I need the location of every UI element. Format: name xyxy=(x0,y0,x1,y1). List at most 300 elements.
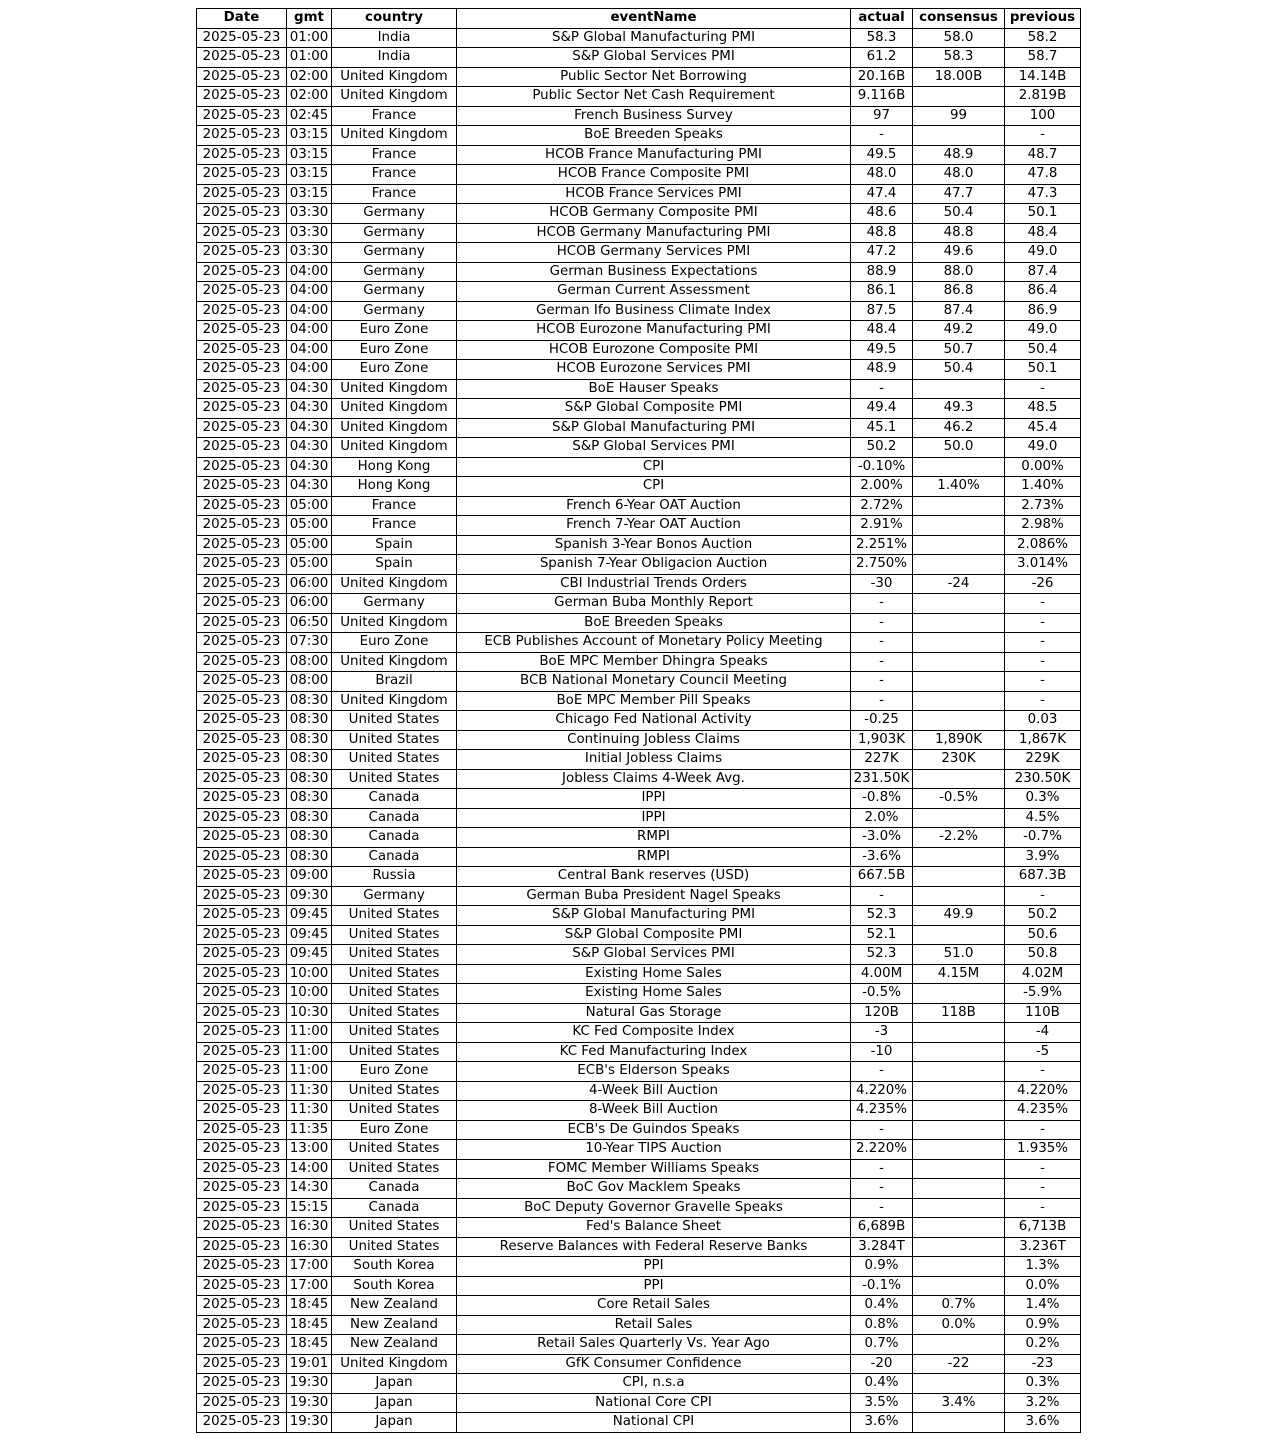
country-cell: Hong Kong xyxy=(332,477,457,497)
gmt-cell: 05:00 xyxy=(287,496,332,516)
event-name-cell: BoE MPC Member Pill Speaks xyxy=(457,691,851,711)
event-name-cell: S&P Global Manufacturing PMI xyxy=(457,906,851,926)
gmt-cell: 10:00 xyxy=(287,984,332,1004)
consensus-cell: 18.00B xyxy=(913,67,1005,87)
date-cell: 2025-05-23 xyxy=(197,964,287,984)
event-name-cell: GfK Consumer Confidence xyxy=(457,1354,851,1374)
country-cell: Germany xyxy=(332,243,457,263)
date-cell: 2025-05-23 xyxy=(197,769,287,789)
actual-cell: 48.4 xyxy=(851,321,913,341)
date-cell: 2025-05-23 xyxy=(197,1315,287,1335)
event-name-cell: ECB's De Guindos Speaks xyxy=(457,1120,851,1140)
gmt-cell: 06:50 xyxy=(287,613,332,633)
previous-cell: 0.3% xyxy=(1005,1374,1081,1394)
date-cell: 2025-05-23 xyxy=(197,1335,287,1355)
economic-calendar-table-container xyxy=(196,8,1081,1433)
country-cell: United Kingdom xyxy=(332,67,457,87)
actual-cell: 0.7% xyxy=(851,1335,913,1355)
gmt-cell: 04:00 xyxy=(287,262,332,282)
previous-cell: 100 xyxy=(1005,106,1081,126)
date-cell: 2025-05-23 xyxy=(197,379,287,399)
actual-cell: -3.6% xyxy=(851,847,913,867)
gmt-cell: 11:35 xyxy=(287,1120,332,1140)
event-name-cell: Public Sector Net Cash Requirement xyxy=(457,87,851,107)
event-name-cell: HCOB Germany Services PMI xyxy=(457,243,851,263)
previous-cell: - xyxy=(1005,1120,1081,1140)
gmt-cell: 15:15 xyxy=(287,1198,332,1218)
previous-cell: 1.4% xyxy=(1005,1296,1081,1316)
event-name-cell: RMPI xyxy=(457,847,851,867)
gmt-cell: 11:30 xyxy=(287,1101,332,1121)
country-cell: United States xyxy=(332,730,457,750)
gmt-cell: 04:30 xyxy=(287,457,332,477)
date-cell: 2025-05-23 xyxy=(197,886,287,906)
table-row xyxy=(197,867,1081,887)
consensus-cell: 48.9 xyxy=(913,145,1005,165)
event-name-cell: S&P Global Manufacturing PMI xyxy=(457,28,851,48)
column-header-previous: previous xyxy=(1005,9,1081,29)
consensus-cell xyxy=(913,633,1005,653)
consensus-cell xyxy=(913,1218,1005,1238)
gmt-cell: 08:30 xyxy=(287,750,332,770)
previous-cell: - xyxy=(1005,379,1081,399)
country-cell: Russia xyxy=(332,867,457,887)
event-name-cell: PPI xyxy=(457,1276,851,1296)
previous-cell: 1.935% xyxy=(1005,1140,1081,1160)
date-cell: 2025-05-23 xyxy=(197,1120,287,1140)
table-row xyxy=(197,730,1081,750)
table-row xyxy=(197,418,1081,438)
table-body xyxy=(197,28,1081,1432)
consensus-cell xyxy=(913,1276,1005,1296)
gmt-cell: 08:00 xyxy=(287,652,332,672)
consensus-cell xyxy=(913,1159,1005,1179)
consensus-cell xyxy=(913,1062,1005,1082)
table-row xyxy=(197,945,1081,965)
table-row xyxy=(197,964,1081,984)
country-cell: Euro Zone xyxy=(332,340,457,360)
date-cell: 2025-05-23 xyxy=(197,1393,287,1413)
country-cell: Canada xyxy=(332,828,457,848)
date-cell: 2025-05-23 xyxy=(197,1101,287,1121)
event-name-cell: HCOB France Manufacturing PMI xyxy=(457,145,851,165)
previous-cell: - xyxy=(1005,126,1081,146)
previous-cell: 0.03 xyxy=(1005,711,1081,731)
previous-cell: 687.3B xyxy=(1005,867,1081,887)
previous-cell: -5 xyxy=(1005,1042,1081,1062)
country-cell: Canada xyxy=(332,789,457,809)
event-name-cell: Fed's Balance Sheet xyxy=(457,1218,851,1238)
table-row xyxy=(197,184,1081,204)
table-row xyxy=(197,594,1081,614)
country-cell: France xyxy=(332,516,457,536)
country-cell: Germany xyxy=(332,594,457,614)
consensus-cell xyxy=(913,1374,1005,1394)
consensus-cell xyxy=(913,1042,1005,1062)
event-name-cell: BoC Deputy Governor Gravelle Speaks xyxy=(457,1198,851,1218)
date-cell: 2025-05-23 xyxy=(197,789,287,809)
gmt-cell: 04:30 xyxy=(287,438,332,458)
consensus-cell xyxy=(913,711,1005,731)
gmt-cell: 03:30 xyxy=(287,243,332,263)
actual-cell: 48.0 xyxy=(851,165,913,185)
previous-cell: 14.14B xyxy=(1005,67,1081,87)
table-row xyxy=(197,379,1081,399)
country-cell: United Kingdom xyxy=(332,438,457,458)
gmt-cell: 04:30 xyxy=(287,418,332,438)
consensus-cell: 48.0 xyxy=(913,165,1005,185)
actual-cell: - xyxy=(851,379,913,399)
column-header-country: country xyxy=(332,9,457,29)
consensus-cell: 4.15M xyxy=(913,964,1005,984)
date-cell: 2025-05-23 xyxy=(197,1237,287,1257)
consensus-cell xyxy=(913,555,1005,575)
event-name-cell: Public Sector Net Borrowing xyxy=(457,67,851,87)
table-row xyxy=(197,1159,1081,1179)
date-cell: 2025-05-23 xyxy=(197,184,287,204)
actual-cell: 6,689B xyxy=(851,1218,913,1238)
consensus-cell xyxy=(913,379,1005,399)
actual-cell: 2.220% xyxy=(851,1140,913,1160)
date-cell: 2025-05-23 xyxy=(197,1296,287,1316)
event-name-cell: German Buba Monthly Report xyxy=(457,594,851,614)
consensus-cell: 118B xyxy=(913,1003,1005,1023)
consensus-cell: 50.4 xyxy=(913,204,1005,224)
previous-cell: 3.2% xyxy=(1005,1393,1081,1413)
table-row xyxy=(197,750,1081,770)
country-cell: United States xyxy=(332,1042,457,1062)
table-row xyxy=(197,1101,1081,1121)
gmt-cell: 04:00 xyxy=(287,301,332,321)
gmt-cell: 11:30 xyxy=(287,1081,332,1101)
table-row xyxy=(197,886,1081,906)
actual-cell: 45.1 xyxy=(851,418,913,438)
country-cell: Hong Kong xyxy=(332,457,457,477)
gmt-cell: 03:15 xyxy=(287,145,332,165)
country-cell: United States xyxy=(332,984,457,1004)
table-row xyxy=(197,145,1081,165)
actual-cell: 0.4% xyxy=(851,1296,913,1316)
actual-cell: 61.2 xyxy=(851,48,913,68)
previous-cell: -26 xyxy=(1005,574,1081,594)
table-row xyxy=(197,1257,1081,1277)
gmt-cell: 17:00 xyxy=(287,1276,332,1296)
consensus-cell: 1.40% xyxy=(913,477,1005,497)
gmt-cell: 11:00 xyxy=(287,1042,332,1062)
gmt-cell: 05:00 xyxy=(287,535,332,555)
table-row xyxy=(197,808,1081,828)
previous-cell: 50.1 xyxy=(1005,204,1081,224)
consensus-cell xyxy=(913,535,1005,555)
country-cell: United States xyxy=(332,964,457,984)
date-cell: 2025-05-23 xyxy=(197,1218,287,1238)
consensus-cell xyxy=(913,925,1005,945)
consensus-cell: 3.4% xyxy=(913,1393,1005,1413)
event-name-cell: S&P Global Composite PMI xyxy=(457,925,851,945)
consensus-cell xyxy=(913,867,1005,887)
gmt-cell: 09:45 xyxy=(287,945,332,965)
consensus-cell xyxy=(913,1081,1005,1101)
country-cell: India xyxy=(332,28,457,48)
actual-cell: 2.0% xyxy=(851,808,913,828)
actual-cell: 52.3 xyxy=(851,906,913,926)
actual-cell: 97 xyxy=(851,106,913,126)
consensus-cell xyxy=(913,672,1005,692)
actual-cell: 52.3 xyxy=(851,945,913,965)
country-cell: Brazil xyxy=(332,672,457,692)
actual-cell: 52.1 xyxy=(851,925,913,945)
date-cell: 2025-05-23 xyxy=(197,48,287,68)
actual-cell: - xyxy=(851,691,913,711)
previous-cell: - xyxy=(1005,1198,1081,1218)
actual-cell: -0.25 xyxy=(851,711,913,731)
actual-cell: 47.2 xyxy=(851,243,913,263)
gmt-cell: 08:30 xyxy=(287,808,332,828)
consensus-cell: 50.7 xyxy=(913,340,1005,360)
previous-cell: 45.4 xyxy=(1005,418,1081,438)
table-row xyxy=(197,28,1081,48)
event-name-cell: Retail Sales xyxy=(457,1315,851,1335)
previous-cell: 6,713B xyxy=(1005,1218,1081,1238)
country-cell: Germany xyxy=(332,204,457,224)
consensus-cell: -22 xyxy=(913,1354,1005,1374)
actual-cell: - xyxy=(851,633,913,653)
previous-cell: 48.4 xyxy=(1005,223,1081,243)
country-cell: United States xyxy=(332,711,457,731)
consensus-cell xyxy=(913,1335,1005,1355)
table-row xyxy=(197,106,1081,126)
actual-cell: 3.5% xyxy=(851,1393,913,1413)
event-name-cell: FOMC Member Williams Speaks xyxy=(457,1159,851,1179)
actual-cell: -10 xyxy=(851,1042,913,1062)
country-cell: New Zealand xyxy=(332,1315,457,1335)
gmt-cell: 18:45 xyxy=(287,1335,332,1355)
event-name-cell: HCOB Eurozone Services PMI xyxy=(457,360,851,380)
event-name-cell: HCOB Germany Composite PMI xyxy=(457,204,851,224)
actual-cell: - xyxy=(851,672,913,692)
event-name-cell: 10-Year TIPS Auction xyxy=(457,1140,851,1160)
previous-cell: 110B xyxy=(1005,1003,1081,1023)
table-row xyxy=(197,1198,1081,1218)
actual-cell: 3.284T xyxy=(851,1237,913,1257)
table-row xyxy=(197,1023,1081,1043)
date-cell: 2025-05-23 xyxy=(197,223,287,243)
gmt-cell: 07:30 xyxy=(287,633,332,653)
gmt-cell: 03:30 xyxy=(287,223,332,243)
event-name-cell: Existing Home Sales xyxy=(457,964,851,984)
table-row xyxy=(197,847,1081,867)
gmt-cell: 06:00 xyxy=(287,574,332,594)
date-cell: 2025-05-23 xyxy=(197,633,287,653)
date-cell: 2025-05-23 xyxy=(197,1023,287,1043)
table-row xyxy=(197,360,1081,380)
actual-cell: - xyxy=(851,1120,913,1140)
table-row xyxy=(197,1374,1081,1394)
actual-cell: -0.5% xyxy=(851,984,913,1004)
event-name-cell: ECB's Elderson Speaks xyxy=(457,1062,851,1082)
event-name-cell: Jobless Claims 4-Week Avg. xyxy=(457,769,851,789)
date-cell: 2025-05-23 xyxy=(197,204,287,224)
actual-cell: - xyxy=(851,126,913,146)
consensus-cell: 88.0 xyxy=(913,262,1005,282)
date-cell: 2025-05-23 xyxy=(197,165,287,185)
date-cell: 2025-05-23 xyxy=(197,28,287,48)
gmt-cell: 02:00 xyxy=(287,87,332,107)
gmt-cell: 04:00 xyxy=(287,360,332,380)
date-cell: 2025-05-23 xyxy=(197,672,287,692)
actual-cell: - xyxy=(851,594,913,614)
event-name-cell: BoC Gov Macklem Speaks xyxy=(457,1179,851,1199)
gmt-cell: 11:00 xyxy=(287,1062,332,1082)
table-row xyxy=(197,1081,1081,1101)
previous-cell: - xyxy=(1005,652,1081,672)
country-cell: United Kingdom xyxy=(332,574,457,594)
gmt-cell: 09:30 xyxy=(287,886,332,906)
date-cell: 2025-05-23 xyxy=(197,828,287,848)
event-name-cell: BoE MPC Member Dhingra Speaks xyxy=(457,652,851,672)
date-cell: 2025-05-23 xyxy=(197,945,287,965)
previous-cell: - xyxy=(1005,691,1081,711)
country-cell: France xyxy=(332,496,457,516)
date-cell: 2025-05-23 xyxy=(197,808,287,828)
event-name-cell: HCOB Eurozone Manufacturing PMI xyxy=(457,321,851,341)
consensus-cell: 49.2 xyxy=(913,321,1005,341)
country-cell: France xyxy=(332,165,457,185)
previous-cell: 229K xyxy=(1005,750,1081,770)
previous-cell: - xyxy=(1005,672,1081,692)
previous-cell: 49.0 xyxy=(1005,243,1081,263)
country-cell: Euro Zone xyxy=(332,360,457,380)
table-row xyxy=(197,555,1081,575)
actual-cell: 120B xyxy=(851,1003,913,1023)
table-row xyxy=(197,925,1081,945)
event-name-cell: S&P Global Composite PMI xyxy=(457,399,851,419)
consensus-cell xyxy=(913,886,1005,906)
table-row xyxy=(197,1140,1081,1160)
consensus-cell: -2.2% xyxy=(913,828,1005,848)
actual-cell: -0.8% xyxy=(851,789,913,809)
previous-cell: 1.3% xyxy=(1005,1257,1081,1277)
previous-cell: 48.5 xyxy=(1005,399,1081,419)
consensus-cell: 0.7% xyxy=(913,1296,1005,1316)
consensus-cell: 47.7 xyxy=(913,184,1005,204)
date-cell: 2025-05-23 xyxy=(197,1198,287,1218)
gmt-cell: 18:45 xyxy=(287,1296,332,1316)
gmt-cell: 04:30 xyxy=(287,379,332,399)
table-header xyxy=(197,9,1081,29)
consensus-cell xyxy=(913,847,1005,867)
actual-cell: 49.5 xyxy=(851,340,913,360)
header-row xyxy=(197,9,1081,29)
country-cell: Spain xyxy=(332,555,457,575)
consensus-cell: 1,890K xyxy=(913,730,1005,750)
event-name-cell: IPPI xyxy=(457,789,851,809)
date-cell: 2025-05-23 xyxy=(197,360,287,380)
previous-cell: 3.014% xyxy=(1005,555,1081,575)
previous-cell: 2.819B xyxy=(1005,87,1081,107)
table-row xyxy=(197,301,1081,321)
previous-cell: 3.6% xyxy=(1005,1413,1081,1433)
country-cell: Euro Zone xyxy=(332,1062,457,1082)
consensus-cell: -0.5% xyxy=(913,789,1005,809)
previous-cell: 4.5% xyxy=(1005,808,1081,828)
table-row xyxy=(197,1062,1081,1082)
country-cell: United States xyxy=(332,1159,457,1179)
actual-cell: - xyxy=(851,886,913,906)
table-row xyxy=(197,457,1081,477)
event-name-cell: KC Fed Manufacturing Index xyxy=(457,1042,851,1062)
table-row xyxy=(197,828,1081,848)
gmt-cell: 14:30 xyxy=(287,1179,332,1199)
actual-cell: 0.4% xyxy=(851,1374,913,1394)
gmt-cell: 04:30 xyxy=(287,399,332,419)
actual-cell: 1,903K xyxy=(851,730,913,750)
previous-cell: 0.3% xyxy=(1005,789,1081,809)
actual-cell: 48.8 xyxy=(851,223,913,243)
country-cell: Germany xyxy=(332,886,457,906)
previous-cell: 2.98% xyxy=(1005,516,1081,536)
column-header-date: Date xyxy=(197,9,287,29)
date-cell: 2025-05-23 xyxy=(197,574,287,594)
table-row xyxy=(197,126,1081,146)
actual-cell: 3.6% xyxy=(851,1413,913,1433)
gmt-cell: 08:30 xyxy=(287,711,332,731)
actual-cell: -0.1% xyxy=(851,1276,913,1296)
gmt-cell: 10:00 xyxy=(287,964,332,984)
country-cell: United States xyxy=(332,750,457,770)
country-cell: United Kingdom xyxy=(332,126,457,146)
consensus-cell: 58.3 xyxy=(913,48,1005,68)
event-name-cell: Existing Home Sales xyxy=(457,984,851,1004)
previous-cell: 50.1 xyxy=(1005,360,1081,380)
consensus-cell xyxy=(913,87,1005,107)
date-cell: 2025-05-23 xyxy=(197,282,287,302)
country-cell: Spain xyxy=(332,535,457,555)
event-name-cell: Core Retail Sales xyxy=(457,1296,851,1316)
date-cell: 2025-05-23 xyxy=(197,711,287,731)
table-row xyxy=(197,223,1081,243)
country-cell: United States xyxy=(332,1237,457,1257)
table-row xyxy=(197,438,1081,458)
actual-cell: 9.116B xyxy=(851,87,913,107)
actual-cell: 88.9 xyxy=(851,262,913,282)
actual-cell: -3.0% xyxy=(851,828,913,848)
date-cell: 2025-05-23 xyxy=(197,847,287,867)
actual-cell: - xyxy=(851,613,913,633)
gmt-cell: 18:45 xyxy=(287,1315,332,1335)
country-cell: United Kingdom xyxy=(332,652,457,672)
previous-cell: 48.7 xyxy=(1005,145,1081,165)
actual-cell: 49.5 xyxy=(851,145,913,165)
gmt-cell: 13:00 xyxy=(287,1140,332,1160)
date-cell: 2025-05-23 xyxy=(197,87,287,107)
previous-cell: 87.4 xyxy=(1005,262,1081,282)
table-row xyxy=(197,165,1081,185)
country-cell: Canada xyxy=(332,808,457,828)
event-name-cell: BoE Breeden Speaks xyxy=(457,126,851,146)
gmt-cell: 16:30 xyxy=(287,1218,332,1238)
gmt-cell: 09:45 xyxy=(287,925,332,945)
event-name-cell: National Core CPI xyxy=(457,1393,851,1413)
event-name-cell: French 7-Year OAT Auction xyxy=(457,516,851,536)
table-row xyxy=(197,516,1081,536)
event-name-cell: PPI xyxy=(457,1257,851,1277)
previous-cell: 230.50K xyxy=(1005,769,1081,789)
consensus-cell xyxy=(913,613,1005,633)
previous-cell: 0.9% xyxy=(1005,1315,1081,1335)
actual-cell: 20.16B xyxy=(851,67,913,87)
table-row xyxy=(197,652,1081,672)
